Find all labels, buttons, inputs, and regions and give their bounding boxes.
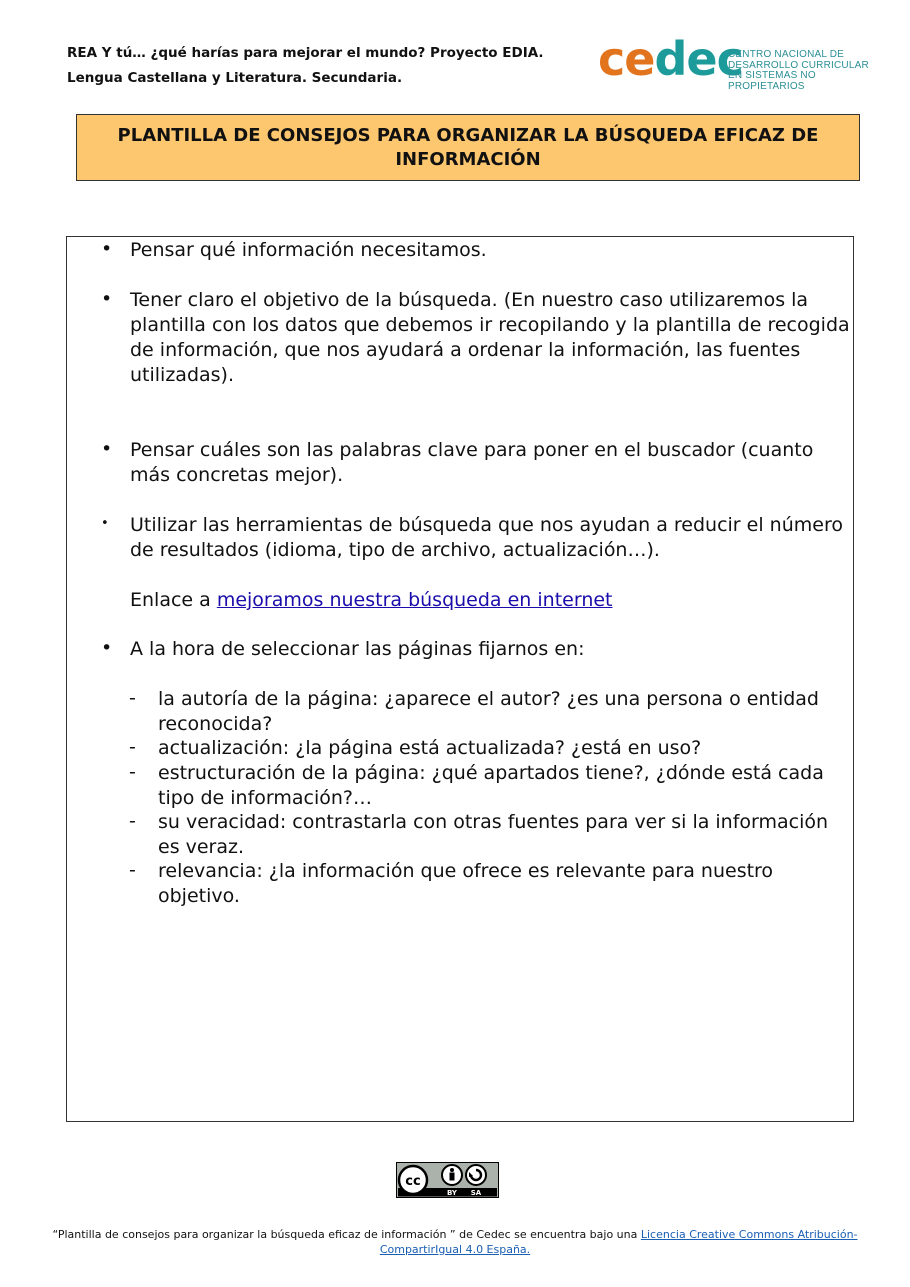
creative-commons-by-sa-icon[interactable] — [396, 1162, 499, 1198]
header-line-2: Lengua Castellana y Literatura. Secundaria. — [67, 70, 403, 86]
page-title: PLANTILLA DE CONSEJOS PARA ORGANIZAR LA BÚSQUEDA EFICAZ DE INFORMACIÓN — [117, 124, 819, 170]
title-box — [76, 114, 860, 181]
logo-sub-line-3: EN SISTEMAS NO PROPIETARIOS — [728, 70, 816, 92]
logo-word-ce: ce — [598, 32, 655, 86]
bullet-3: • — [101, 438, 113, 460]
cedec-logo-word — [598, 32, 743, 86]
logo-sub-line-2: DESARROLLO CURRICULAR — [728, 59, 869, 71]
dash-5: - — [129, 859, 136, 881]
bullet-5: • — [101, 637, 113, 659]
sub-item-5: relevancia: ¿la información que ofrece es relevante para nuestro objetivo. — [158, 860, 774, 907]
cc-text: cc — [405, 1174, 421, 1189]
list-item-3: Pensar cuáles son las palabras clave para poner en el buscador (cuanto más concretas mejor). — [130, 439, 814, 486]
list-item-1: Pensar qué información necesitamos. — [130, 239, 487, 261]
link-prefix: Enlace a — [130, 589, 217, 611]
list-item-4: Utilizar las herramientas de búsqueda que nos ayudan a reducir el número de resultados (idioma, tipo de archivo, actualización…). — [130, 514, 843, 561]
cedec-logo — [598, 32, 888, 92]
logo-word-dec: dec — [654, 32, 743, 86]
search-tips-link[interactable]: mejoramos nuestra búsqueda en internet — [216, 589, 613, 611]
dash-3: - — [129, 761, 136, 783]
sub-item-2: actualización: ¿la página está actualizada? ¿está en uso? — [158, 737, 702, 759]
sub-item-4: su veracidad: contrastarla con otras fuentes para ver si la información es veraz. — [158, 811, 829, 858]
list-item-2: Tener claro el objetivo de la búsqueda. (En nuestro caso utilizaremos la plantilla con los datos que debemos ir recopilando y la plantilla de recogida de información, que nos ayudará a ordenar la información, las fuentes utilizadas). — [130, 289, 850, 386]
content-box — [66, 236, 854, 1122]
sa-text: SA — [470, 1189, 482, 1197]
sub-item-3: estructuración de la página: ¿qué apartados tiene?, ¿dónde está cada tipo de información?… — [158, 762, 824, 809]
bullet-1: • — [101, 238, 113, 260]
footer-license-notice — [40, 1227, 870, 1257]
dash-1: - — [129, 687, 136, 709]
bullet-2: • — [101, 288, 113, 310]
link-line — [130, 588, 850, 613]
license-link[interactable]: Licencia Creative Commons Atribución-CompartirIgual 4.0 España. — [379, 1228, 858, 1256]
sub-item-1: la autoría de la página: ¿aparece el autor? ¿es una persona o entidad reconocida? — [158, 688, 819, 735]
dash-2: - — [129, 736, 136, 758]
logo-sub-line-1: CENTRO NACIONAL DE — [728, 49, 845, 60]
by-text: BY — [446, 1189, 458, 1197]
list-item-5: A la hora de seleccionar las páginas fijarnos en: — [130, 638, 585, 660]
footer-text: “Plantilla de consejos para organizar la búsqueda eficaz de información ” de Cedec se encuentra bajo una — [52, 1228, 641, 1241]
dash-4: - — [129, 810, 136, 832]
cedec-logo-subtitle — [728, 50, 888, 92]
bullet-4: • — [101, 516, 109, 531]
header-line-1: REA Y tú… ¿qué harías para mejorar el mundo? Proyecto EDIA. — [67, 45, 544, 61]
cc-badge-graphic — [396, 1162, 499, 1198]
